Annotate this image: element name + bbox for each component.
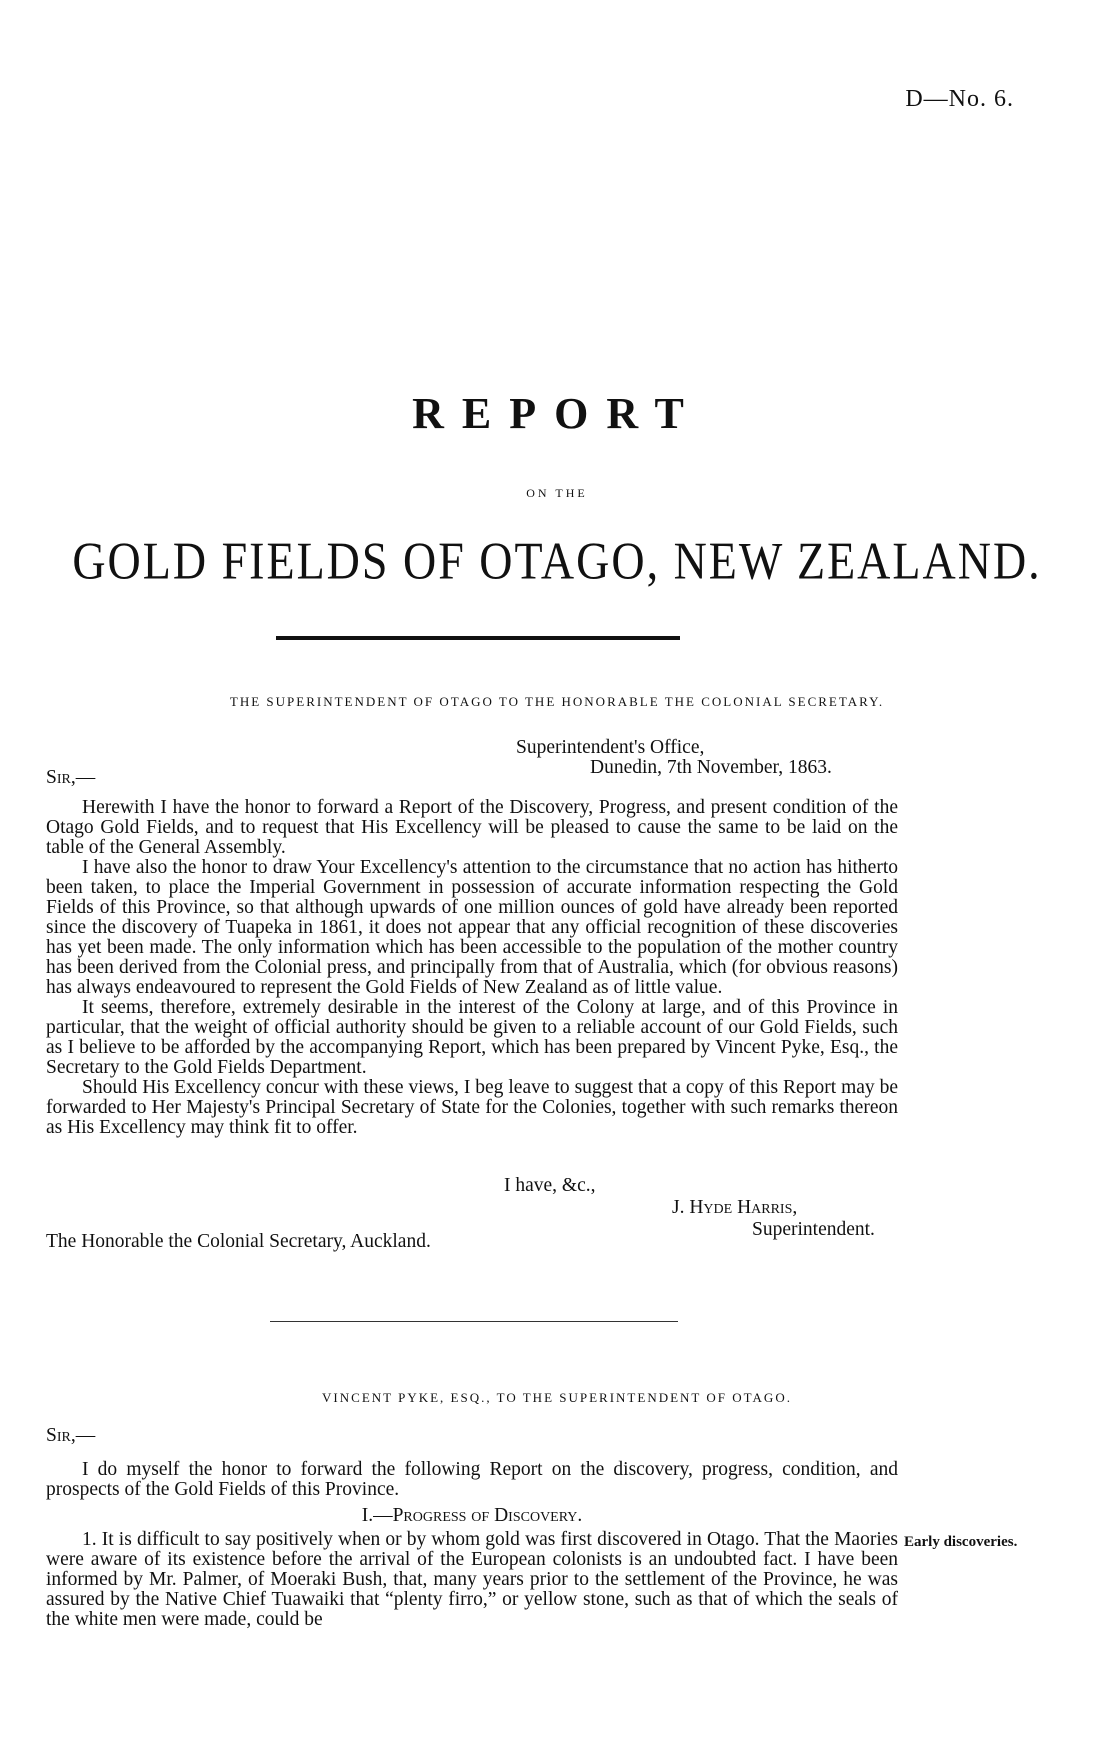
letter2-salutation: Sir,— — [46, 1425, 96, 1446]
letter1-paragraph: Should His Excellency concur with these views, I beg leave to suggest that a copy of this Report may be forwarded to Her Majesty's Principal Secretary of State for the Colonies, together with such remarks thereon as His Excellency may think fit to offer. — [46, 1077, 898, 1138]
letter2-section-body — [46, 1530, 898, 1630]
letter1-paragraph: I have also the honor to draw Your Excellency's attention to the circumstance that no action has hitherto been taken, to place the Imperial Government in possession of accurate information respecting the Gold Fields of this Province, so that although upwards of one million ounces of gold have already been reported since the discovery of Tuapeka in 1861, it does not appear that any official recognition of these discoveries has yet been made. The only information which has been accessible to the population of the mother country has been derived from the Colonial press, and principally from that of Australia, which (for obvious reasons) has always endeavoured to represent the Gold Fields of New Zealand as of little value. — [46, 857, 898, 998]
letter1-paragraph: Herewith I have the honor to forward a Report of the Discovery, Progress, and present condition of the Otago Gold Fields, and to request that His Excellency will be pleased to cause the same to be laid on the table of the General Assembly. — [46, 797, 898, 858]
letter1-address-line1: Superintendent's Office, — [516, 737, 705, 758]
report-subject: GOLD FIELDS OF OTAGO, NEW ZEALAND. — [72, 531, 1042, 590]
margin-note: Early discoveries. — [904, 1534, 1018, 1550]
letter1-body — [46, 798, 898, 1138]
section-paragraph: 1. It is difficult to say positively when or by whom gold was first discovered in Otago. That the Maories were aware of its existence before the arrival of the European colonists is an undoubted fact. I have been informed by Mr. Palmer, of Moeraki Bush, that, many years prior to the settlement of the Province, he was assured by the Native Chief Tuawaiki that “plenty firro,” or yellow stone, such as that of which the seals of the white men were made, could be — [46, 1529, 898, 1630]
letter1-heading: THE SUPERINTENDENT OF OTAGO TO THE HONORABLE THE COLONIAL SECRETARY. — [229, 694, 885, 709]
letter1-signature: J. Hyde Harris, — [672, 1197, 798, 1218]
document-number: D—No. 6. — [905, 86, 1014, 112]
letter2-intro — [46, 1460, 898, 1500]
letter2-heading: VINCENT PYKE, ESQ., TO THE SUPERINTENDENT OF OTAGO. — [322, 1390, 792, 1405]
title-connector: ON THE — [526, 486, 588, 500]
letter1-addressee: The Honorable the Colonial Secretary, Auckland. — [46, 1231, 431, 1252]
report-title: REPORT — [412, 389, 702, 438]
title-divider — [276, 636, 680, 640]
letter-divider — [270, 1321, 678, 1322]
letter1-signature-title: Superintendent. — [752, 1219, 875, 1240]
section-heading: I.—Progress of Discovery. — [361, 1505, 583, 1526]
letter1-salutation: Sir,— — [46, 767, 96, 788]
letter1-address-line2: Dunedin, 7th November, 1863. — [590, 757, 832, 778]
letter1-paragraph: It seems, therefore, extremely desirable in the interest of the Colony at large, and of this Province in particular, that the weight of official authority should be given to a reliable account of our Gold Fields, such as I believe to be afforded by the accompanying Report, which has been prepared by Vincent Pyke, Esq., the Secretary to the Gold Fields Department. — [46, 997, 898, 1078]
letter2-intro-paragraph: I do myself the honor to forward the following Report on the discovery, progress, condition, and prospects of the Gold Fields of this Province. — [46, 1459, 898, 1500]
letter1-closing: I have, &c., — [504, 1175, 596, 1196]
